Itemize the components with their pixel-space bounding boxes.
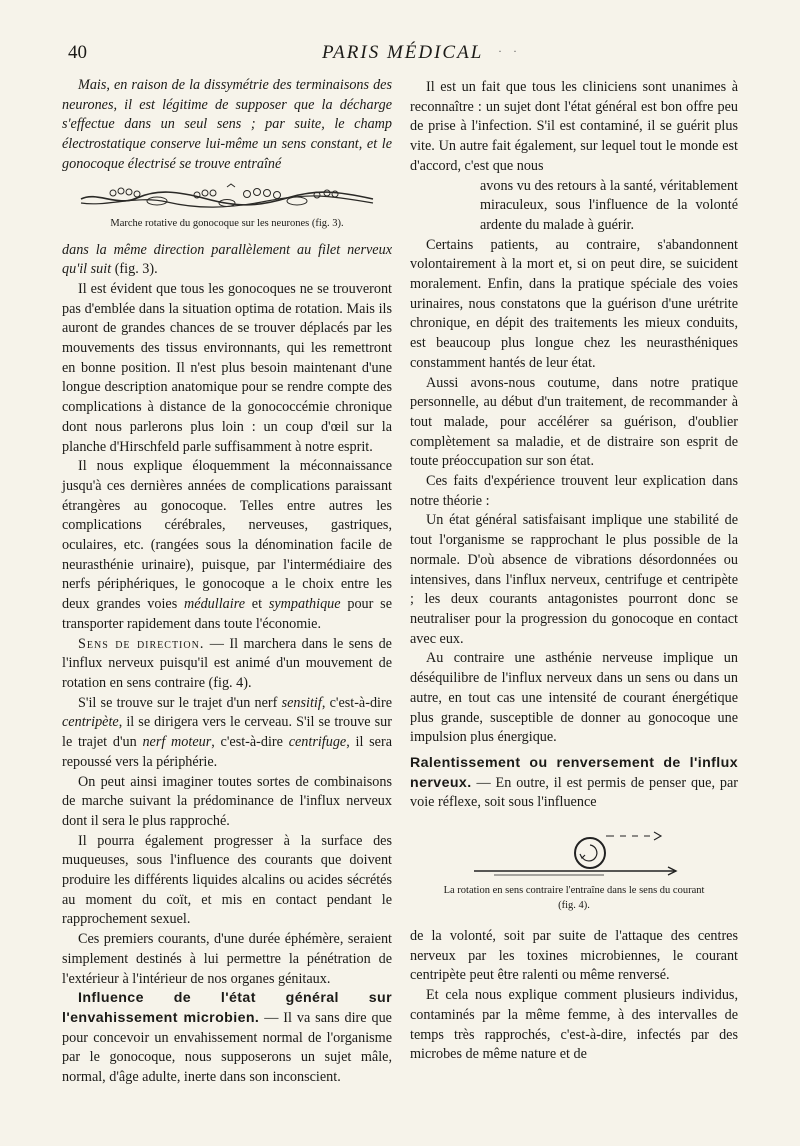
paragraph: Un état général satisfaisant implique une stabilité de tout l'organisme se rapprochant le plus possible de la normale. D'où absence de vibrations désordonnées ou intensives, dans l'influx nerveux, centrifuge et centripète ; les deux courants antagonistes pourront donc se neutraliser pour la progression du gonocoque en contact avec eux.	[410, 512, 738, 647]
paragraph: Ces faits d'expérience trouvent leur explication dans notre théorie :	[410, 473, 738, 509]
italic-text: Mais, en raison de la dissymétrie des terminaisons des neurones, il est légitime de supposer que la décharge s'effectue dans un seul sens ; par suite, le champ électrostatique conserve lui-même un sens constant, et le gonocoque électrisé se trouve entraîné	[62, 77, 392, 172]
figure-4-caption	[410, 883, 738, 913]
text-run: , il sera repoussé vers la périphérie.	[62, 734, 392, 770]
italic-term: centrifuge	[288, 734, 347, 751]
paragraph	[62, 635, 392, 694]
paragraph: Aussi avons-nous coutume, dans notre pratique personnelle, au début d'un traitement, de recommander à tout malade, pour accélérer sa guérison, d'oublier complètement sa maladie, et de distraire son esprit de toute préoccupation sur son état.	[410, 374, 738, 470]
paragraph	[62, 457, 392, 634]
text-run: avons vu des retours à la santé, véritablement miraculeux, sous l'influence de la volonté ardente du malade à guérir.	[480, 177, 738, 233]
text-run: — Il marchera dans le sens de l'influx nerveux puisqu'il est animé d'un mouvement de rotation en sens contraire (fig. 4).	[62, 635, 392, 691]
paragraph: de la volonté, soit par suite de l'attaque des centres nerveux par les toxines microbiennes, le courant centripète peut être ralenti ou même renversé.	[410, 928, 738, 984]
rotation-diagram	[454, 827, 694, 879]
caption-line: (fig. 4).	[558, 900, 590, 912]
journal-title: PARIS MÉDICAL	[322, 42, 484, 63]
paragraph: Il est un fait que tous les cliniciens sont unanimes à reconnaître : un sujet dont l'état général est bon offre peu de prise à l'infection. S'il est contaminé, il se guérit plus vite. Un autre fait également, sur lequel tout le monde est d'accord, c'est que nous	[410, 79, 738, 174]
text-run: — Il va sans dire que pour concevoir un envahissement normal de l'organisme par le gonocoque, nous supposerons un sujet mâle, normal, d'âge adulte, inerte dans son inconscient.	[62, 1009, 392, 1086]
italic-term: sympathique	[268, 596, 341, 613]
figure-4	[410, 827, 738, 913]
section-heading: Sens de direction.	[78, 635, 205, 652]
italic-continuation	[62, 241, 392, 280]
right-column	[410, 78, 738, 1065]
paragraph: Il est évident que tous les gonocoques ne se trouveront pas d'emblée dans la situation optima de rotation. Mais ils auront de grandes chances de se trouver déplacés par les mouvements des tissus environnants, qui les remettront en bonne position. Il n'est plus besoin maintenant d'une longue description anatomique pour se rendre compte des complications à distance de la gonococcémie chronique dont nous parlerons plus loin : un coup d'œil sur la planche d'Hirschfeld parle suffisamment à notre esprit.	[62, 280, 392, 455]
italic-term: nerf moteur	[142, 734, 212, 751]
paragraph	[62, 694, 392, 773]
text-run: et	[245, 596, 269, 613]
paragraph	[62, 989, 392, 1088]
left-column	[62, 76, 392, 1088]
caption-line: La rotation en sens contraire l'entraîne dans le sens du courant	[443, 885, 705, 897]
paragraph: Il pourra également progresser à la surface des muqueuses, sous l'influence des courants que doivent produire les différents liquides alcalins ou acides sécrétés au moment du coït, et mis en contact pendant le rapprochement sexuel.	[62, 832, 392, 928]
header-ornament: · ·	[498, 44, 521, 58]
section-heading: Ralentissement ou renversement de l'influx nerveux.	[410, 754, 738, 791]
text-run: , c'est-à-dire	[321, 694, 393, 711]
page-number: 40	[68, 42, 87, 63]
paragraph: Ces premiers courants, d'une durée éphémère, seraient simplement destinés à lui permettre la pénétration de l'extérieur à l'intérieur de nos organes génitaux.	[62, 931, 392, 987]
italic-term: médullaire	[184, 596, 245, 613]
text-run: , il se dirigera vers le cerveau. S'il se trouve sur le trajet d'un	[62, 714, 392, 751]
figure-reference: (fig. 3).	[111, 261, 158, 278]
text-run: pour se transporter rapidement dans toute l'économie.	[62, 596, 392, 632]
italic-paragraph	[62, 76, 392, 175]
paragraph: On peut ainsi imaginer toutes sortes de combinaisons de marche suivant la prédominance de l'influx nerveux dont il sera le plus rapproché.	[62, 773, 392, 829]
italic-term: sensitif	[281, 694, 322, 711]
figure-3-caption: Marche rotative du gonocoque sur les neurones (fig. 3).	[110, 217, 344, 229]
paragraph: Certains patients, au contraire, s'abandonnent volontairement à la mort et, si on peut dire, se suicident moralement. Enfin, dans la pratique spéciale des voies urinaires, nous constatons que la guérison d'une urétrite chronique, en dépit des traitements les mieux conduits, est beaucoup plus longue chez les neurasthéniques constamment hantés de leur état.	[410, 236, 738, 371]
figure-3	[62, 181, 392, 231]
neuron-rotation-illustration	[77, 181, 377, 215]
text-run: , c'est-à-dire	[211, 734, 289, 751]
text-run: S'il se trouve sur le trajet d'un nerf	[78, 694, 282, 711]
paragraph: Au contraire une asthénie nerveuse implique un déséquilibre de l'influx nerveux dans un sens ou dans un autre, en tout cas une intensité de courant énergétique plus grande, susceptible de donner au gonocoque une impulsion plus énergique.	[410, 650, 738, 746]
text-run: — En outre, il est permis de penser que, par voie réflexe, soit sous l'influence	[410, 774, 738, 811]
italic-term: centripète	[62, 714, 119, 731]
section-heading: Influence de l'état général sur l'envahissement microbien.	[62, 990, 392, 1026]
paragraph: Et cela nous explique comment plusieurs individus, contaminés par la même femme, à des intervalles de temps très rapprochés, c'est-à-dire, infectés par des microbes de même nature et de	[410, 987, 738, 1063]
paragraph	[410, 754, 738, 813]
text-run: Il nous explique éloquemment la méconnaissance jusqu'à ces dernières années de complications paraissant étrangères au gonocoque. Telles entre autres les complications cérébrales, nerveuses, gastriques, oculaires, etc. (rangées sous la dénomination facile de neurasthénie urinaire), puisque, par l'intermédiaire des nerfs périphériques, le gonocoque a le choix entre les deux grandes voies	[62, 458, 392, 613]
italic-text: dans la même direction parallèlement au filet nerveux qu'il suit	[62, 241, 392, 278]
